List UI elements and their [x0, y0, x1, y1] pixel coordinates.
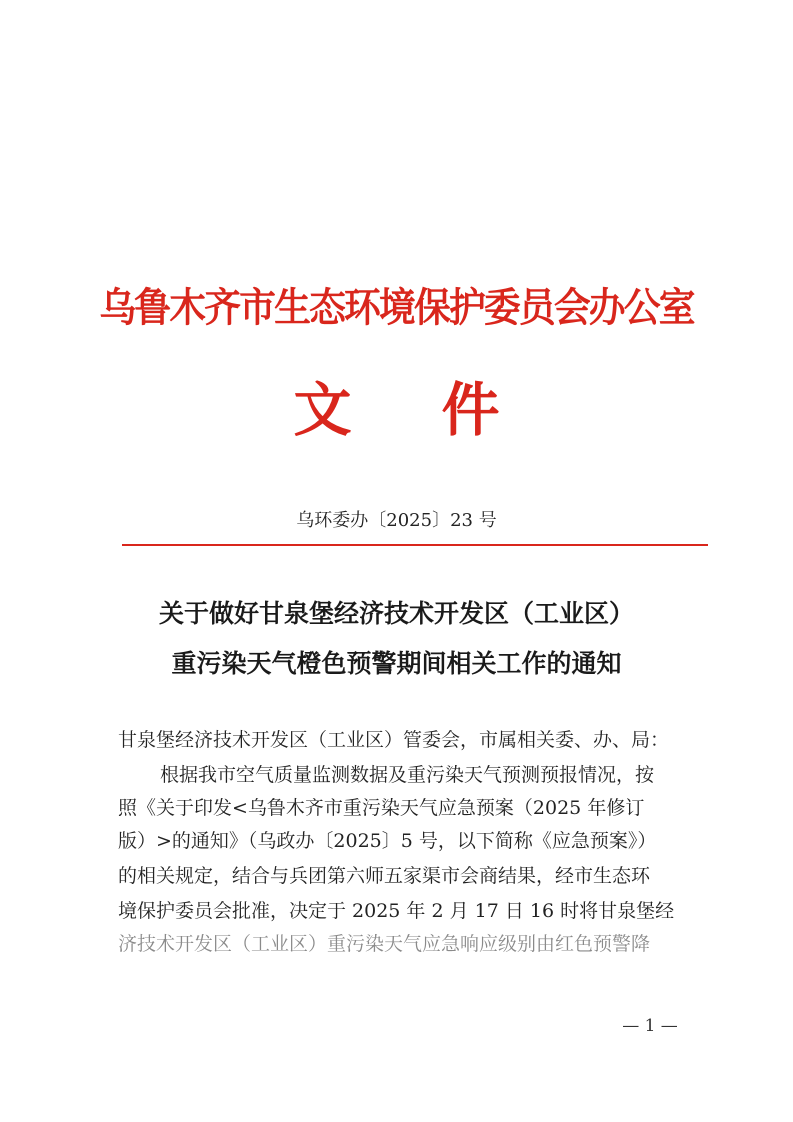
- red-divider-line: [122, 544, 708, 546]
- body-line: 的相关规定，结合与兵团第六师五家渠市会商结果，经市生态环: [118, 865, 651, 887]
- recipient-line: 甘泉堡经济技术开发区（工业区）管委会，市属相关委、办、局：: [118, 729, 670, 751]
- page-number: — 1 —: [622, 1016, 678, 1036]
- body-line: 根据我市空气质量监测数据及重污染天气预测预报情况，按: [160, 764, 655, 786]
- document-number: 乌环委办〔2025〕23 号: [296, 510, 497, 531]
- issuing-authority: 乌鲁木齐市生态环境保护委员会办公室: [99, 285, 694, 331]
- document-word: 文件: [293, 376, 590, 444]
- notice-title-line-1: 关于做好甘泉堡经济技术开发区（工业区）: [158, 599, 634, 628]
- body-line: 境保护委员会批准，决定于 2025 年 2 月 17 日 16 时将甘泉堡经: [118, 900, 675, 922]
- body-line: 版）>的通知》（乌政办〔2025〕5 号，以下简称《应急预案》）: [118, 830, 657, 852]
- notice-title-line-2: 重污染天气橙色预警期间相关工作的通知: [171, 649, 622, 678]
- body-line: 照《关于印发<乌鲁木齐市重污染天气应急预案（2025 年修订: [118, 797, 645, 819]
- body-line: 济技术开发区（工业区）重污染天气应急响应级别由红色预警降: [118, 933, 651, 955]
